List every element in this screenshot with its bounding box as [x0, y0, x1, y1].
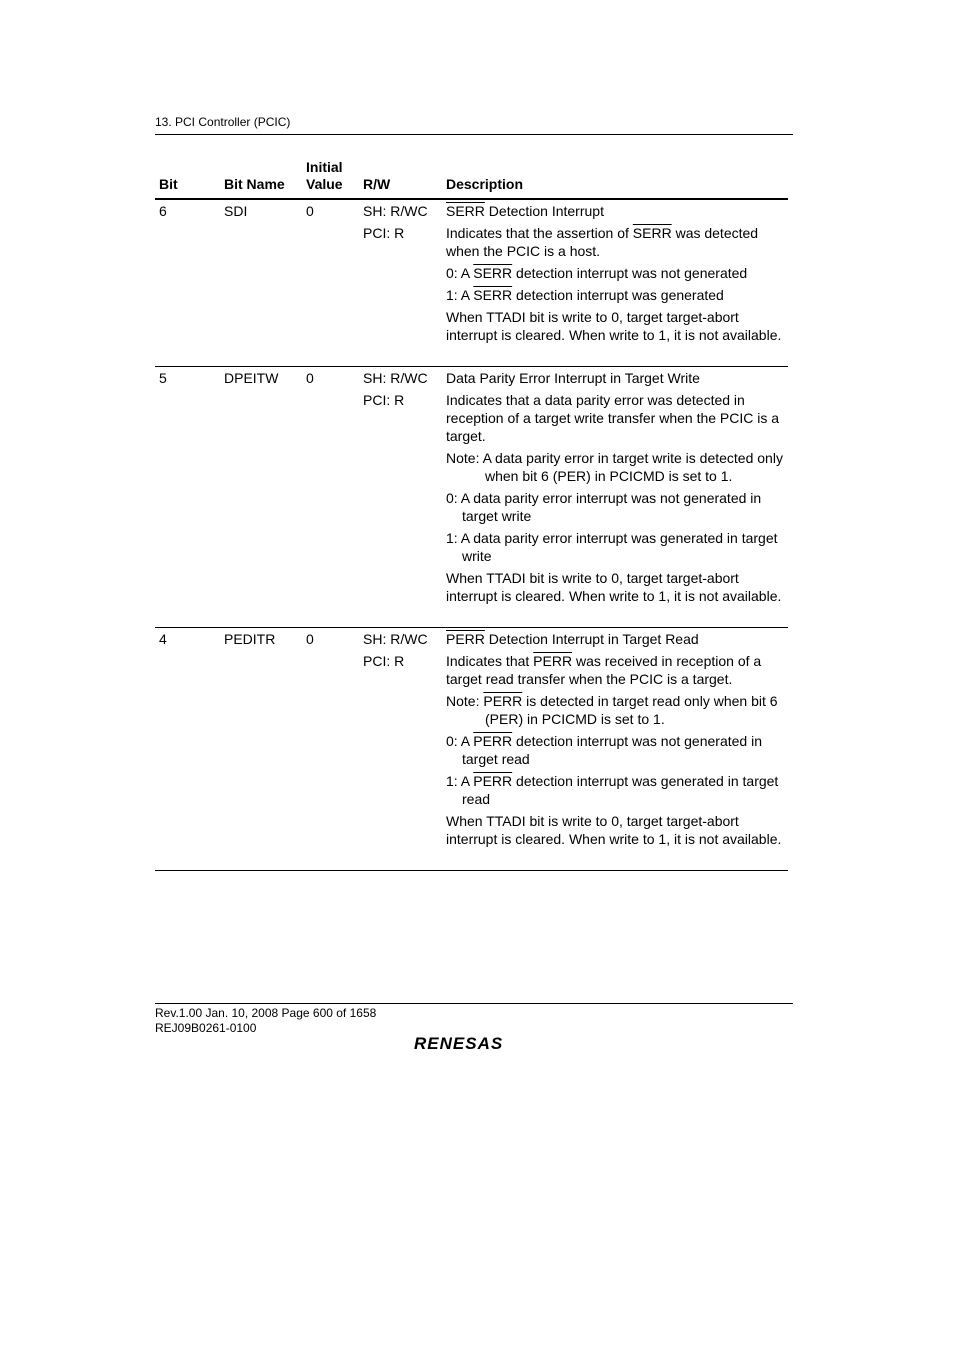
row6-d3a: 0: A	[446, 265, 474, 281]
row4-d2a: Indicates that	[446, 653, 534, 669]
row6-d2a: Indicates that the assertion of	[446, 225, 633, 241]
row4-d2b: was received in reception of a target read transfer when the PCIC is a target.	[446, 653, 762, 687]
row6-d4a: 1: A	[446, 287, 474, 303]
serr-signal: SERR	[632, 225, 672, 241]
perr-signal: PERR	[473, 773, 513, 789]
col-initial-line2: Value	[306, 176, 343, 192]
col-rw: R/W	[363, 176, 391, 192]
row6-bit: 6	[159, 203, 167, 219]
row6-d2b: was detected when the PCIC is a host.	[446, 225, 759, 259]
serr-signal: SERR	[473, 287, 513, 303]
row5-desc-note: Note: A data parity error in target write is detected only when bit 6 (PER) in PCICMD is set to 1.	[446, 450, 783, 484]
table-header-rule	[155, 198, 788, 200]
row5-rw-pci: PCI: R	[363, 392, 405, 408]
perr-signal: PERR	[473, 733, 513, 749]
row5-init: 0	[306, 370, 314, 386]
row-rule	[155, 627, 788, 628]
row4-description	[446, 630, 786, 848]
row4-desc-note	[446, 692, 786, 728]
serr-signal: SERR	[473, 265, 513, 281]
col-bit-name: Bit Name	[224, 176, 285, 192]
row6-desc-title-text: Detection Interrupt	[484, 203, 604, 219]
row4-desc-title	[446, 630, 786, 648]
col-description: Description	[446, 176, 524, 192]
serr-signal: SERR	[446, 203, 485, 219]
row5-desc-title: Data Parity Error Interrupt in Target Write	[446, 370, 700, 386]
row4-d3a: Note:	[446, 693, 484, 709]
row6-rw	[363, 202, 428, 242]
row6-name: SDI	[224, 203, 248, 219]
row6-d3b: detection interrupt was not generated	[512, 265, 748, 281]
row4-rw	[363, 630, 428, 670]
perr-signal: PERR	[533, 653, 573, 669]
perr-signal: PERR	[483, 693, 523, 709]
row4-desc-ttadi: When TTADI bit is write to 0, target target-abort interrupt is cleared. When write to 1, it is not available.	[446, 813, 782, 847]
row5-rw	[363, 369, 428, 409]
row4-name: PEDITR	[224, 631, 276, 647]
row5-rw-sh: SH: R/WC	[363, 370, 428, 386]
row6-desc-ttadi: When TTADI bit is write to 0, target target-abort interrupt is cleared. When write to 1, it is not available.	[446, 309, 782, 343]
col-initial	[306, 159, 343, 193]
footer-rule	[155, 1003, 793, 1004]
row6-d4b: detection interrupt was generated	[512, 287, 724, 303]
row5-desc-0: 0: A data parity error interrupt was not generated in target write	[446, 490, 762, 524]
row4-bit: 4	[159, 631, 167, 647]
row4-desc-0	[446, 732, 786, 768]
row4-d4a: 0: A	[446, 733, 474, 749]
row4-desc-title-text: Detection Interrupt in Target Read	[484, 631, 699, 647]
row6-desc-0	[446, 264, 786, 282]
row4-d5b: detection interrupt was generated in target read	[462, 773, 779, 807]
table-bottom-rule	[155, 870, 788, 871]
row6-init: 0	[306, 203, 314, 219]
row4-rw-sh: SH: R/WC	[363, 631, 428, 647]
row4-desc-text	[446, 652, 786, 688]
row5-desc-text: Indicates that a data parity error was detected in reception of a target write transfer when the PCIC is a target.	[446, 392, 780, 444]
row5-description	[446, 369, 786, 605]
section-header: 13. PCI Controller (PCIC)	[155, 115, 291, 129]
col-bit: Bit	[159, 176, 178, 192]
perr-signal: PERR	[446, 631, 485, 647]
row6-rw-sh: SH: R/WC	[363, 203, 428, 219]
row4-init: 0	[306, 631, 314, 647]
row4-desc-1	[446, 772, 786, 808]
row-rule	[155, 366, 788, 367]
row6-desc-1	[446, 286, 786, 304]
row6-description	[446, 202, 786, 344]
row5-desc-ttadi: When TTADI bit is write to 0, target target-abort interrupt is cleared. When write to 1, it is not available.	[446, 570, 782, 604]
row6-desc-text	[446, 224, 786, 260]
row5-bit: 5	[159, 370, 167, 386]
header-rule	[155, 134, 793, 135]
row4-d5a: 1: A	[446, 773, 474, 789]
row5-name: DPEITW	[224, 370, 279, 386]
row5-desc-1: 1: A data parity error interrupt was generated in target write	[446, 530, 778, 564]
row6-desc-title	[446, 202, 786, 220]
row4-rw-pci: PCI: R	[363, 653, 405, 669]
renesas-logo: RENESAS	[414, 1034, 504, 1053]
row4-d3b: is detected in target read only when bit 6 (PER) in PCICMD is set to 1.	[485, 693, 778, 727]
col-initial-line1: Initial	[306, 159, 343, 175]
row6-rw-pci: PCI: R	[363, 225, 405, 241]
footer-docnum: REJ09B0261-0100	[155, 1021, 257, 1035]
row4-d4b: detection interrupt was not generated in target read	[462, 733, 762, 767]
footer-revision: Rev.1.00 Jan. 10, 2008 Page 600 of 1658	[155, 1006, 377, 1020]
